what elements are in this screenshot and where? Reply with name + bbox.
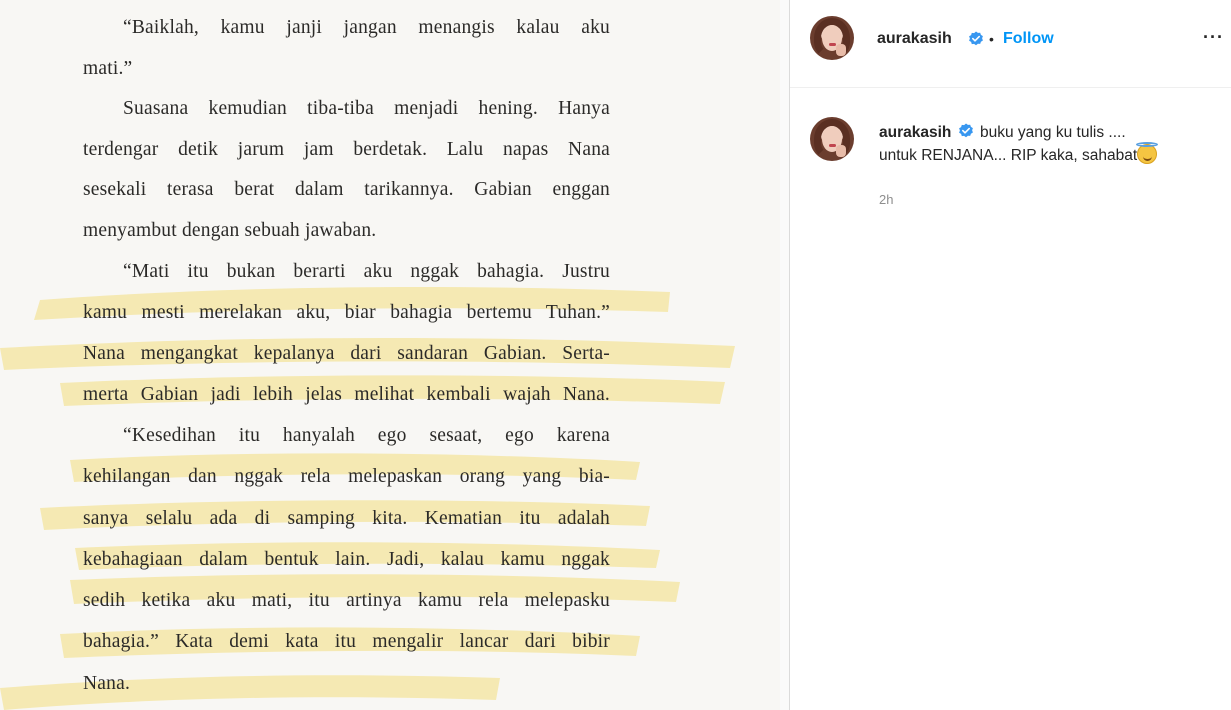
book-line: sesekali terasa berat dalam tarikannya. Gabian enggan bbox=[83, 179, 610, 200]
follow-button[interactable]: Follow bbox=[1003, 30, 1054, 47]
post-timestamp[interactable]: 2h bbox=[879, 192, 894, 207]
book-line: Suasana kemudian tiba-tiba menjadi hening. Hanya bbox=[123, 98, 610, 119]
post-header bbox=[790, 0, 1231, 88]
book-line: merta Gabian jadi lebih jelas melihat kembali wajah Nana. bbox=[83, 384, 610, 405]
book-line: kebahagiaan dalam bentuk lain. Jadi, kalau kamu nggak bbox=[83, 549, 610, 570]
book-line: kamu mesti merelakan aku, biar bahagia bertemu Tuhan.” bbox=[83, 302, 610, 323]
post-username[interactable]: aurakasih bbox=[877, 30, 952, 47]
book-line: “Baiklah, kamu janji jangan menangis kalau aku bbox=[123, 17, 610, 38]
caption-text-line1: buku yang ku tulis .... bbox=[980, 124, 1126, 141]
smiling-face-with-halo-emoji bbox=[1137, 144, 1157, 164]
book-line: “Mati itu bukan berarti aku nggak bahagia. Justru bbox=[123, 261, 610, 282]
book-line: sanya selalu ada di samping kita. Kematian itu adalah bbox=[83, 508, 610, 529]
book-line: mati.” bbox=[83, 58, 133, 79]
book-line: “Kesedihan itu hanyalah ego sesaat, ego karena bbox=[123, 425, 610, 446]
verified-badge-icon bbox=[968, 31, 984, 47]
book-line: Nana. bbox=[83, 673, 131, 694]
post-side-panel bbox=[790, 0, 1231, 710]
caption-username[interactable]: aurakasih bbox=[879, 124, 952, 141]
caption-text-line2: untuk RENJANA... RIP kaka, sahabat bbox=[879, 147, 1138, 164]
book-line: sedih ketika aku mati, itu artinya kamu rela melepasku bbox=[83, 590, 610, 611]
book-line: menyambut dengan sebuah jawaban. bbox=[83, 220, 377, 241]
book-line: bahagia.” Kata demi kata itu mengalir lancar dari bibir bbox=[83, 631, 610, 652]
book-line: Nana mengangkat kepalanya dari sandaran Gabian. Serta- bbox=[83, 343, 610, 364]
book-line: terdengar detik jarum jam berdetak. Lalu napas Nana bbox=[83, 139, 610, 160]
post-caption bbox=[879, 122, 1219, 167]
avatar[interactable] bbox=[810, 16, 854, 60]
verified-badge-icon bbox=[958, 123, 974, 139]
panel-divider bbox=[780, 0, 790, 710]
book-line: kehilangan dan nggak rela melepaskan orang yang bia- bbox=[83, 466, 610, 487]
caption-avatar[interactable] bbox=[810, 117, 854, 161]
more-options-icon[interactable]: ··· bbox=[1203, 27, 1224, 47]
separator-dot: • bbox=[989, 31, 994, 47]
